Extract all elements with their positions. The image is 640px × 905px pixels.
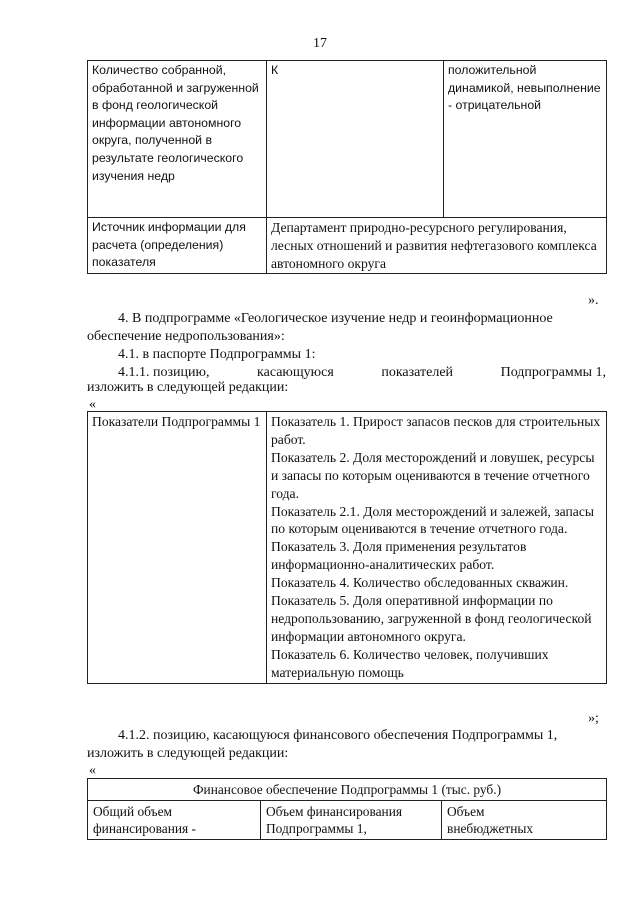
subprogram-indicators-table [87, 411, 607, 684]
indicator-unit-cell: К [267, 61, 444, 218]
table-row [88, 218, 607, 274]
indicator-item: Показатель 1. Прирост запасов песков для строительных работ. [271, 414, 601, 447]
indicator-note-cell: положительной динамикой, невыполнение - отрицательной [444, 61, 607, 218]
indicator-item: Показатель 6. Количество человек, получивших материальную помощь [271, 646, 549, 680]
source-label-cell: Источник информации для расчета (определения) показателя [88, 218, 267, 274]
subprogram-financing-cell [261, 801, 442, 840]
table-row [88, 61, 607, 218]
financing-table [87, 778, 607, 840]
indicators-label-cell: Показатели Подпрограммы 1 [88, 412, 267, 684]
paragraph-4-1-1-line2: изложить в следующей редакции: [87, 380, 289, 395]
close-quote: ». [588, 293, 599, 308]
financing-header-cell: Финансовое обеспечение Подпрограммы 1 (тыс. руб.) [88, 779, 607, 801]
table-row [88, 779, 607, 801]
word: касающуюся [257, 365, 334, 380]
indicators-list-cell [267, 412, 607, 684]
paragraph-4-1: 4.1. в паспорте Подпрограммы 1: [118, 347, 316, 362]
open-quote: « [89, 763, 96, 778]
cell-line: Подпрограммы 1, [266, 821, 367, 836]
close-quote: »; [588, 711, 599, 726]
paragraph-4-1-2-line1: 4.1.2. позицию, касающуюся финансового обеспечения Подпрограммы 1, [118, 728, 558, 743]
cell-line: внебюджетных [447, 821, 534, 836]
indicator-label-cell: Количество собранной, обработанной и загруженной в фонд геологической информации автономного округа, полученной в результате геологического изучения недр [88, 61, 267, 218]
table-row [88, 412, 607, 684]
indicator-table-continued [87, 60, 607, 274]
paragraph-4-line2: обеспечение недропользования»: [87, 329, 285, 344]
total-financing-cell [88, 801, 261, 840]
page-number: 17 [313, 36, 327, 51]
indicator-item: Показатель 2.1. Доля месторождений и залежей, запасы по которым оцениваются в течение отчетного года. [271, 503, 594, 537]
word: 4.1.1. позицию, [118, 365, 210, 380]
indicator-item: Показатель 4. Количество обследованных скважин. [271, 575, 569, 591]
indicator-item: Показатель 3. Доля применения результатов информационно-аналитических работ. [271, 539, 527, 573]
word: показателей [381, 365, 454, 380]
extrabudgetary-cell [442, 801, 607, 840]
paragraph-4-1-2-line2: изложить в следующей редакции: [87, 746, 289, 761]
table-row [88, 801, 607, 840]
cell-line: финансирования - [93, 821, 197, 836]
cell-line: Объем финансирования [266, 804, 403, 819]
word: Подпрограммы 1, [500, 365, 606, 380]
cell-line: Объем [447, 804, 485, 819]
cell-line: Общий объем [93, 804, 172, 819]
paragraph-4-line1: 4. В подпрограмме «Геологическое изучение недр и геоинформационное [118, 311, 553, 326]
indicator-item: Показатель 2. Доля месторождений и ловушек, ресурсы и запасы по которым оцениваются в течение отчетного года. [271, 449, 595, 501]
source-value-cell: Департамент природно-ресурсного регулирования, лесных отношений и развития нефтегазового комплекса автономного округа [267, 218, 607, 274]
indicator-item: Показатель 5. Доля оперативной информации по недропользованию, загруженной в фонд геологической информации автономного округа. [271, 593, 592, 644]
open-quote: « [89, 397, 96, 412]
